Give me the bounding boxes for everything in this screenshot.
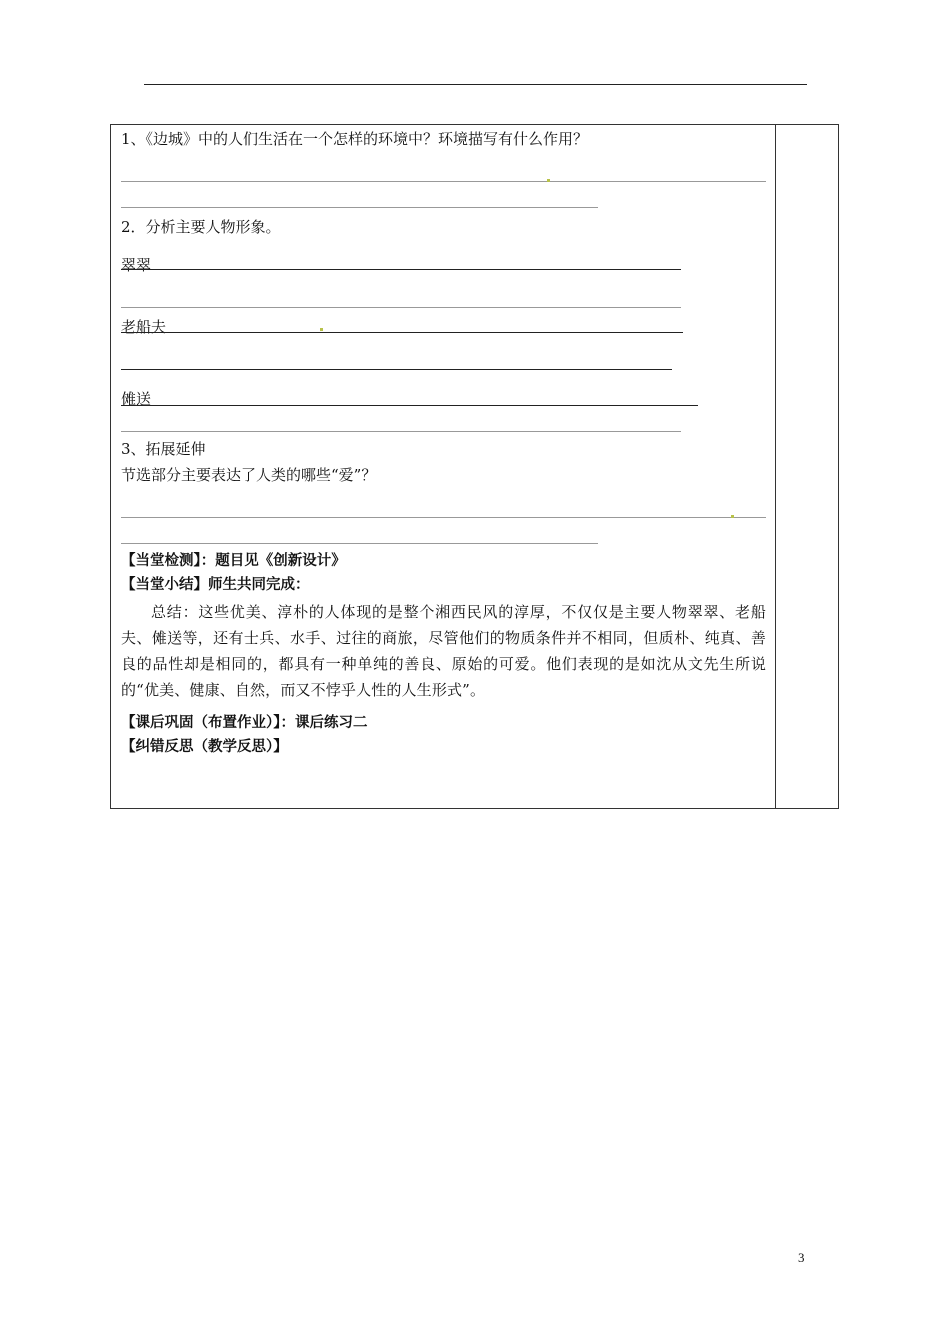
in-class-check: 【当堂检测】：题目见《创新设计》 [121,553,346,569]
homework: 【课后巩固（布置作业）】：课后练习二 [121,715,368,731]
question-2: 2．分析主要人物形象。 [121,218,281,236]
answer-line [121,269,681,270]
question-3: 3、拓展延伸 [121,440,206,458]
answer-line [121,543,598,544]
marker-dot [320,328,323,331]
summary-title: 【当堂小结】师生共同完成： [121,577,310,593]
question-3-sub: 节选部分主要表达了人类的哪些“爱”？ [121,466,377,484]
answer-line [121,431,681,432]
answer-line [121,207,598,208]
character-old-boatman: 老船夫 [121,318,167,336]
answer-line [121,332,683,333]
column-divider [775,125,776,808]
lesson-table [110,124,839,809]
marker-dot [547,179,550,182]
question-1: 1、《边城》中的人们生活在一个怎样的环境中？环境描写有什么作用？ [121,130,589,148]
marker-dot [731,515,734,518]
answer-line [121,307,681,308]
answer-line [121,405,698,406]
summary-text: 总结：这些优美、淳朴的人体现的是整个湘西民风的淳厚，不仅仅是主要人物翠翠、老船夫、傩送等，还有士兵、水手、过往的商旅，尽管他们的物质条件并不相同，但质朴、纯真、善良的品性却是相同的，都具有一种单纯的善良、原始的可爱。他们表现的是如沈从文先生所说的“优美、健康、自然，而又不悖乎人性的人生形式”。 [121,603,766,699]
character-nuosong: 傩送 [121,390,152,408]
answer-line [121,517,766,518]
answer-line [121,181,766,182]
character-cuicui: 翠翠 [121,256,152,274]
header-rule [144,84,807,85]
answer-line [121,369,672,370]
page-number: 3 [798,1250,805,1265]
reflection: 【纠错反思（教学反思）】 [121,739,288,755]
